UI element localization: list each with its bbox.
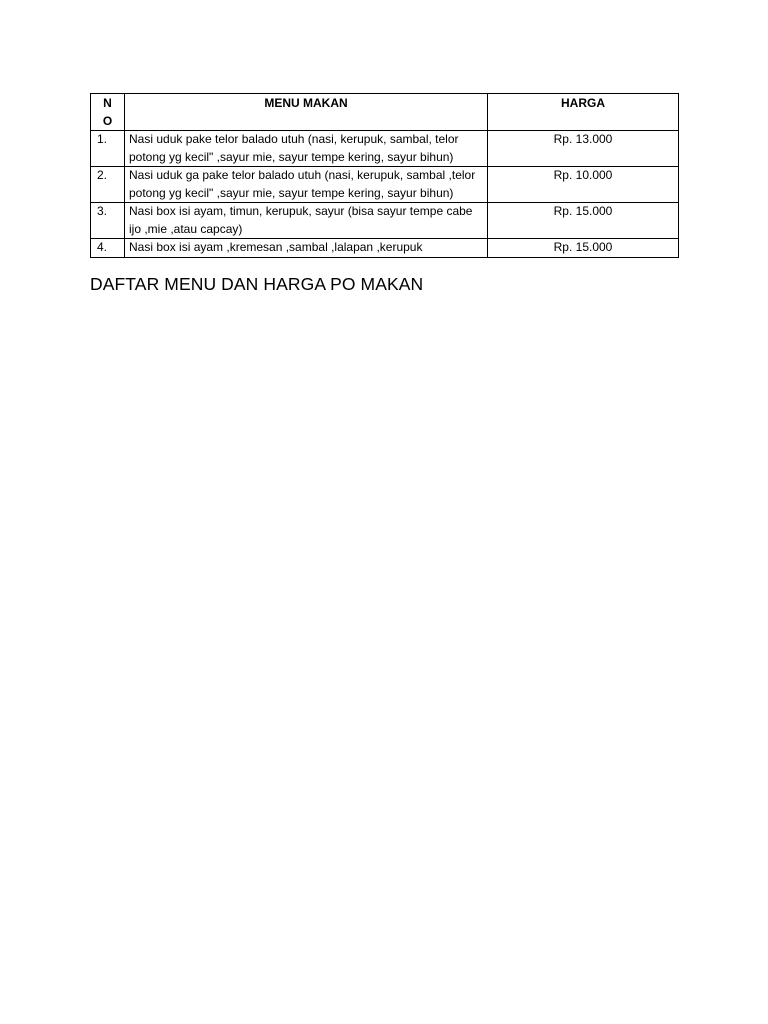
table-row [91, 131, 679, 167]
menu-price: Rp. 13.000 [488, 131, 679, 167]
row-number: 1. [91, 131, 125, 167]
row-number: 4. [91, 239, 125, 258]
menu-item: Nasi box isi ayam ,kremesan ,sambal ,lalapan ,kerupuk [125, 239, 488, 258]
menu-item: Nasi box isi ayam, timun, kerupuk, sayur (bisa sayur tempe cabe ijo ,mie ,atau capcay) [125, 203, 488, 239]
row-number: 2. [91, 167, 125, 203]
table-row [91, 167, 679, 203]
table-row [91, 203, 679, 239]
row-number: 3. [91, 203, 125, 239]
menu-item: Nasi uduk ga pake telor balado utuh (nasi, kerupuk, sambal ,telor potong yg kecil" ,sayur mie, sayur tempe kering, sayur bihun) [125, 167, 488, 203]
table-header-row [91, 94, 679, 131]
menu-item: Nasi uduk pake telor balado utuh (nasi, kerupuk, sambal, telor potong yg kecil" ,sayur mie, sayur tempe kering, sayur bihun) [125, 131, 488, 167]
table-caption: DAFTAR MENU DAN HARGA PO MAKAN [90, 274, 424, 294]
table-row [91, 239, 679, 258]
header-no: NO [91, 94, 125, 131]
menu-price-table [90, 93, 679, 258]
header-price: HARGA [488, 94, 679, 131]
menu-price: Rp. 10.000 [488, 167, 679, 203]
menu-price: Rp. 15.000 [488, 203, 679, 239]
menu-price: Rp. 15.000 [488, 239, 679, 258]
header-menu: MENU MAKAN [125, 94, 488, 131]
